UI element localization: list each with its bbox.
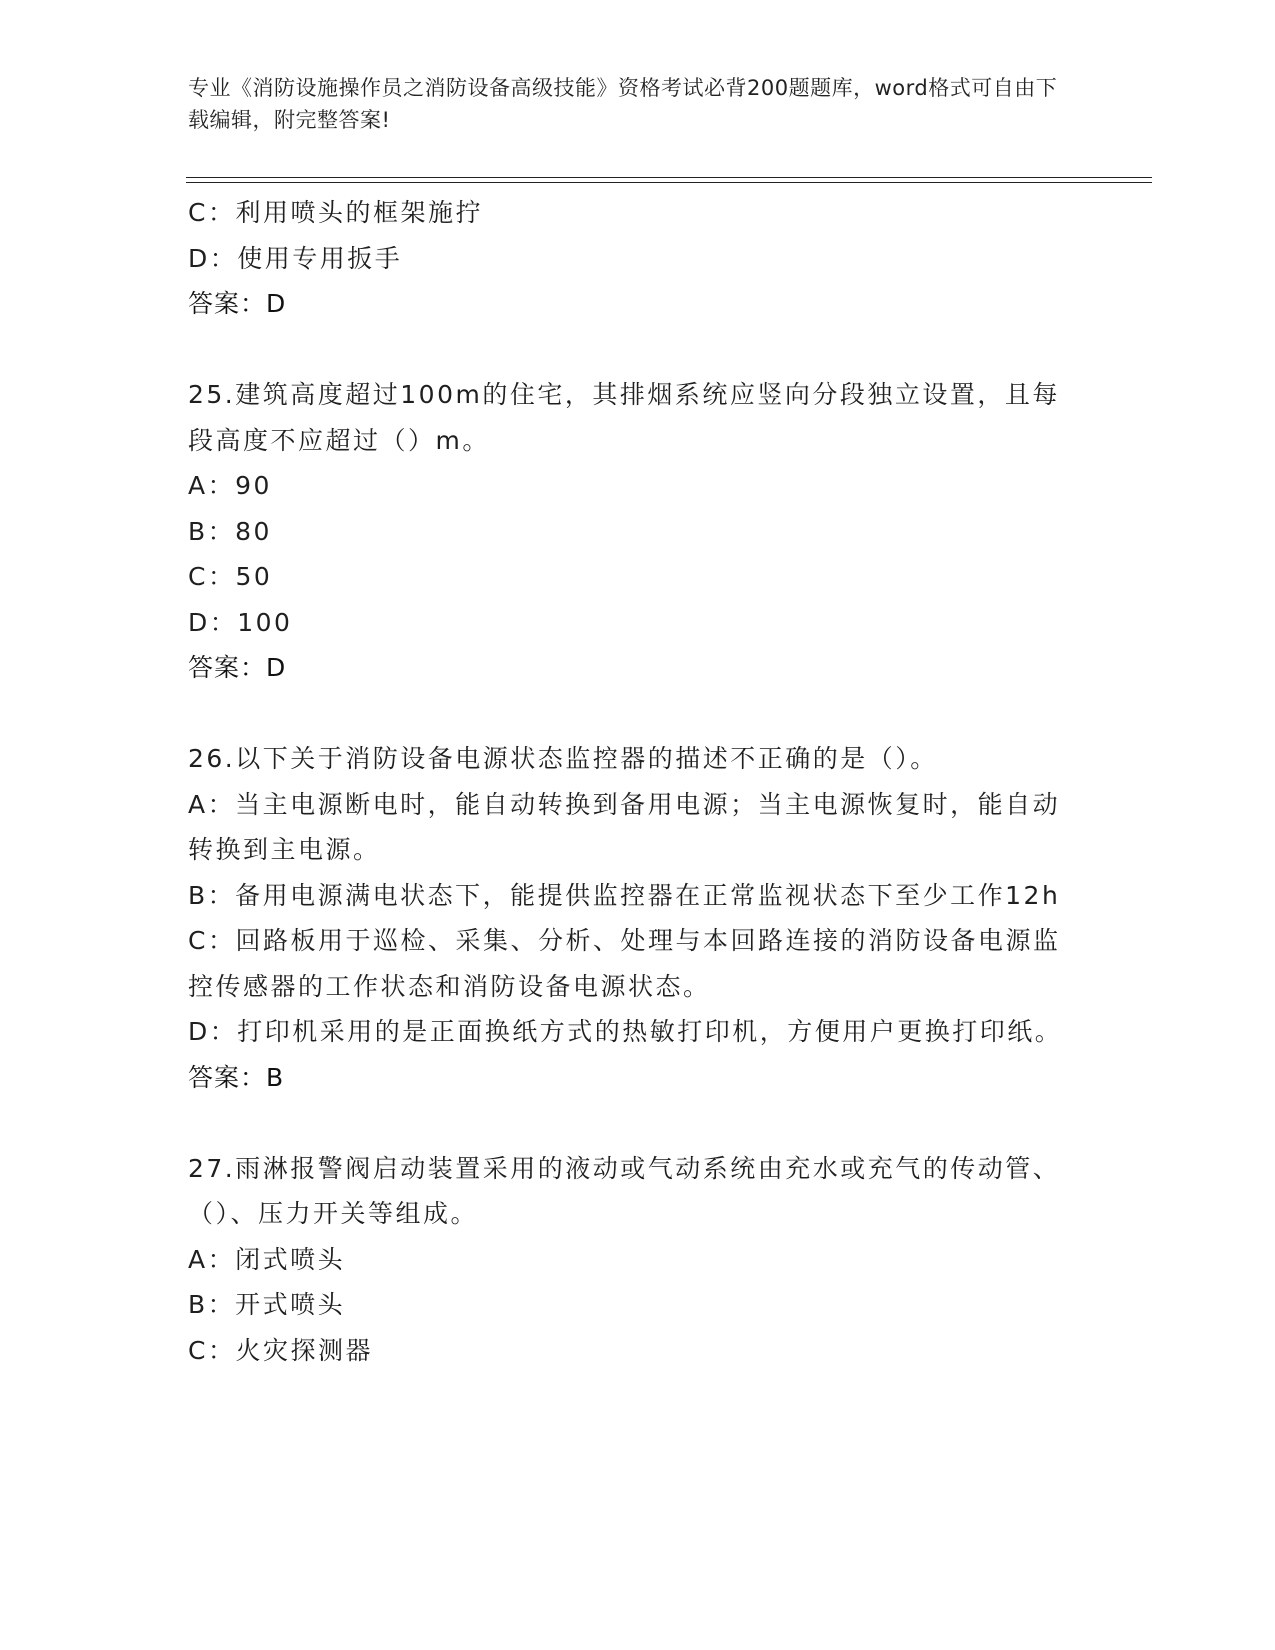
answer-line: 答案：B	[188, 1062, 285, 1092]
question-stem: 27.雨淋报警阀启动装置采用的液动或气动系统由充水或充气的传动管、（）、压力开关等组成。	[188, 1153, 1061, 1228]
document-body	[188, 190, 1068, 1373]
previous-question-tail	[188, 190, 1068, 327]
option-d: D：打印机采用的是正面换纸方式的热敏打印机，方便用户更换打印纸。	[188, 1017, 1063, 1046]
spacer	[188, 327, 1068, 373]
option-c: C：利用喷头的框架施拧	[188, 198, 483, 227]
header-divider-top	[186, 177, 1152, 178]
question-stem: 25.建筑高度超过100m的住宅，其排烟系统应竖向分段独立设置，且每段高度不应超过（）m。	[188, 380, 1060, 455]
question-26	[188, 736, 1068, 1100]
spacer	[188, 691, 1068, 737]
spacer	[188, 1100, 1068, 1146]
option-a: A：当主电源断电时，能自动转换到备用电源；当主电源恢复时，能自动转换到主电源。	[188, 789, 1061, 864]
option-c: C：回路板用于巡检、采集、分析、处理与本回路连接的消防设备电源监控传感器的工作状态和消防设备电源状态。	[188, 926, 1061, 1001]
option-a: A：90	[188, 471, 272, 500]
option-a: A：闭式喷头	[188, 1244, 346, 1274]
option-b: B：备用电源满电状态下，能提供监控器在正常监视状态下至少工作12h	[188, 880, 1061, 910]
option-b: B：80	[188, 516, 272, 546]
answer-line: 答案：D	[188, 653, 287, 682]
header-divider-bottom	[186, 182, 1152, 183]
header-title: 专业《消防设施操作员之消防设备高级技能》资格考试必背200题题库，word格式可自由下载编辑，附完整答案!	[188, 76, 1058, 132]
option-d: D：使用专用扳手	[188, 243, 403, 273]
question-27	[188, 1146, 1068, 1374]
option-c: C：火灾探测器	[188, 1335, 373, 1365]
option-c: C：50	[188, 562, 273, 591]
answer-line: 答案：D	[188, 289, 287, 318]
document-header	[188, 72, 1068, 136]
option-b: B：开式喷头	[188, 1290, 346, 1319]
question-25	[188, 372, 1068, 691]
question-stem: 26.以下关于消防设备电源状态监控器的描述不正确的是（）。	[188, 744, 938, 773]
option-d: D：100	[188, 607, 293, 637]
